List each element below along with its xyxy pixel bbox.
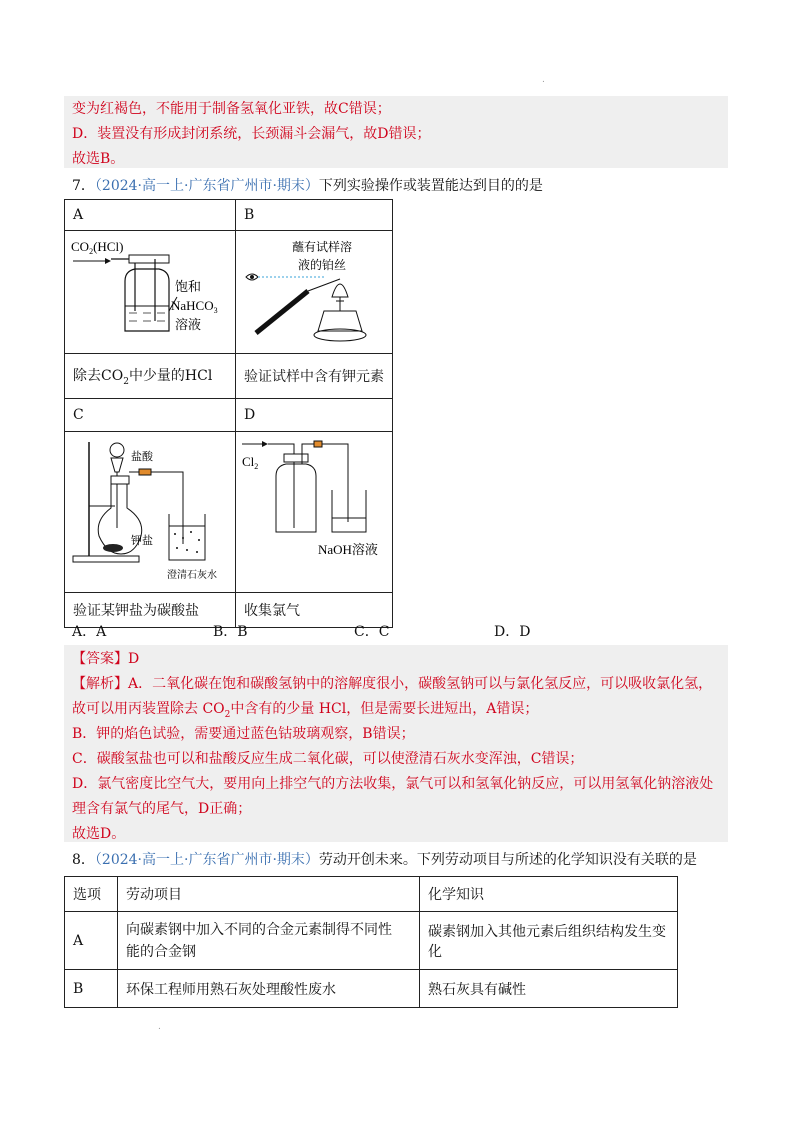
analysis-line-5: D．氯气密度比空气大，要用向上排空气的方法收集，氯气可以和氢氧化钠反应，可以用氢氧化钠溶液处 [72, 776, 714, 792]
q7-apparatus-table [64, 199, 393, 628]
question-source: （2024·高一上·广东省广州市·期末） [94, 852, 319, 868]
row-chem-knowledge: 碳素钢加入其他元素后组织结构发生变化 [420, 912, 678, 970]
row-chem-knowledge: 熟石灰具有碱性 [420, 970, 678, 1008]
svg-text:溶液: 溶液 [175, 318, 202, 333]
prev-analysis-line-2: D．装置没有形成封闭系统，长颈漏斗会漏气，故D错误； [72, 126, 431, 142]
answer-tag: 【答案】 [72, 651, 128, 667]
cell-C-figure [65, 432, 236, 593]
question-number: 8． [72, 852, 95, 868]
question-source: （2024·高一上·广东省广州市·期末） [94, 178, 319, 194]
svg-text:澄清石灰水: 澄清石灰水 [167, 570, 217, 581]
svg-text:CO2(HCl): $CO_2(HCl)$ [71, 239, 124, 256]
header-option: 选项 [65, 877, 118, 912]
flame-test-figure [236, 231, 392, 349]
analysis-line-6: 理含有氯气的尾气，D正确； [72, 801, 252, 817]
analysis-line-3: B．钾的焰色试验，需要通过蓝色钴玻璃观察，B错误； [72, 726, 415, 742]
cell-B-caption: 验证试样中含有钾元素 [236, 354, 393, 399]
page-mark: . [542, 75, 545, 85]
analysis-line-4: C．碳酸氢盐也可以和盐酸反应生成二氧化碳，可以使澄清石灰水变浑浊，C错误； [72, 751, 584, 767]
svg-text:钾盐: 钾盐 [131, 534, 153, 547]
header-chem-knowledge: 化学知识 [420, 877, 678, 912]
svg-text:NaOH溶液: NaOH溶液 [318, 542, 378, 557]
row-option: A [65, 912, 118, 970]
cell-D-letter: D [236, 399, 393, 432]
question-number: 7． [72, 178, 95, 194]
svg-text:液的铂丝: 液的铂丝 [298, 258, 347, 272]
cell-A-letter: A [65, 200, 236, 231]
cell-C-caption: 验证某钾盐为碳酸盐 [65, 593, 236, 628]
header-labor-item: 劳动项目 [118, 877, 420, 912]
question-text: 劳动开创未来。下列劳动项目与所述的化学知识没有关联的是 [318, 852, 697, 868]
analysis-line-7: 故选D。 [72, 826, 126, 842]
table-row [65, 970, 678, 1008]
question-text: 下列实验操作或装置能达到目的的是 [318, 178, 543, 194]
svg-text:NaHCO3: NaHCO$_3$ [171, 298, 218, 315]
prev-analysis-line-3: 故选B。 [72, 151, 125, 167]
analysis-line-1: 【解析】A．二氧化碳在饱和碳酸氢钠中的溶解度很小，碳酸氢钠可以与氯化氢反应，可以吸收氯化氢， [72, 676, 713, 692]
page-mark: . [158, 1022, 161, 1032]
q8-table [64, 876, 678, 1008]
svg-text:Cl2: $Cl_2$ [242, 454, 259, 471]
cell-D-caption: 收集氯气 [236, 593, 393, 628]
row-labor-item: 向碳素钢中加入不同的合金元素制得不同性 能的合金钢 [118, 912, 420, 970]
option-d[interactable]: D．D [494, 624, 531, 640]
question-7-stem [72, 175, 543, 195]
chlorine-collection-figure [236, 432, 392, 588]
carbonate-test-figure [65, 432, 235, 588]
analysis-tag: 【解析】 [72, 676, 128, 692]
svg-text:饱和: 饱和 [175, 280, 202, 295]
cell-B-letter: B [236, 200, 393, 231]
row-option: B [65, 970, 118, 1008]
cell-A-figure [65, 231, 236, 354]
option-b[interactable]: B．B [213, 624, 248, 640]
answer-line [72, 648, 139, 668]
analysis-line-2: 故可以用丙装置除去 $CO_2$中含有的少量 HCl，但是需要长进短出，A错误； [72, 701, 539, 720]
prev-analysis-line-1: 变为红褐色，不能用于制备氢氧化亚铁，故C错误； [72, 101, 391, 117]
row-labor-item: 环保工程师用熟石灰处理酸性废水 [118, 970, 420, 1008]
option-a[interactable]: A．A [72, 624, 107, 640]
svg-text:蘸有试样溶: 蘸有试样溶 [292, 240, 353, 254]
option-c[interactable]: C．C [354, 624, 390, 640]
gas-washing-bottle-figure [65, 231, 235, 349]
answer-value: D [128, 651, 140, 667]
cell-D-figure [236, 432, 393, 593]
cell-C-letter: C [65, 399, 236, 432]
question-8-stem [72, 849, 697, 869]
table-row [65, 912, 678, 970]
svg-text:盐酸: 盐酸 [131, 450, 153, 463]
cell-B-figure [236, 231, 393, 354]
cell-A-caption: 除去$CO_2$中少量的HCl [65, 354, 236, 399]
